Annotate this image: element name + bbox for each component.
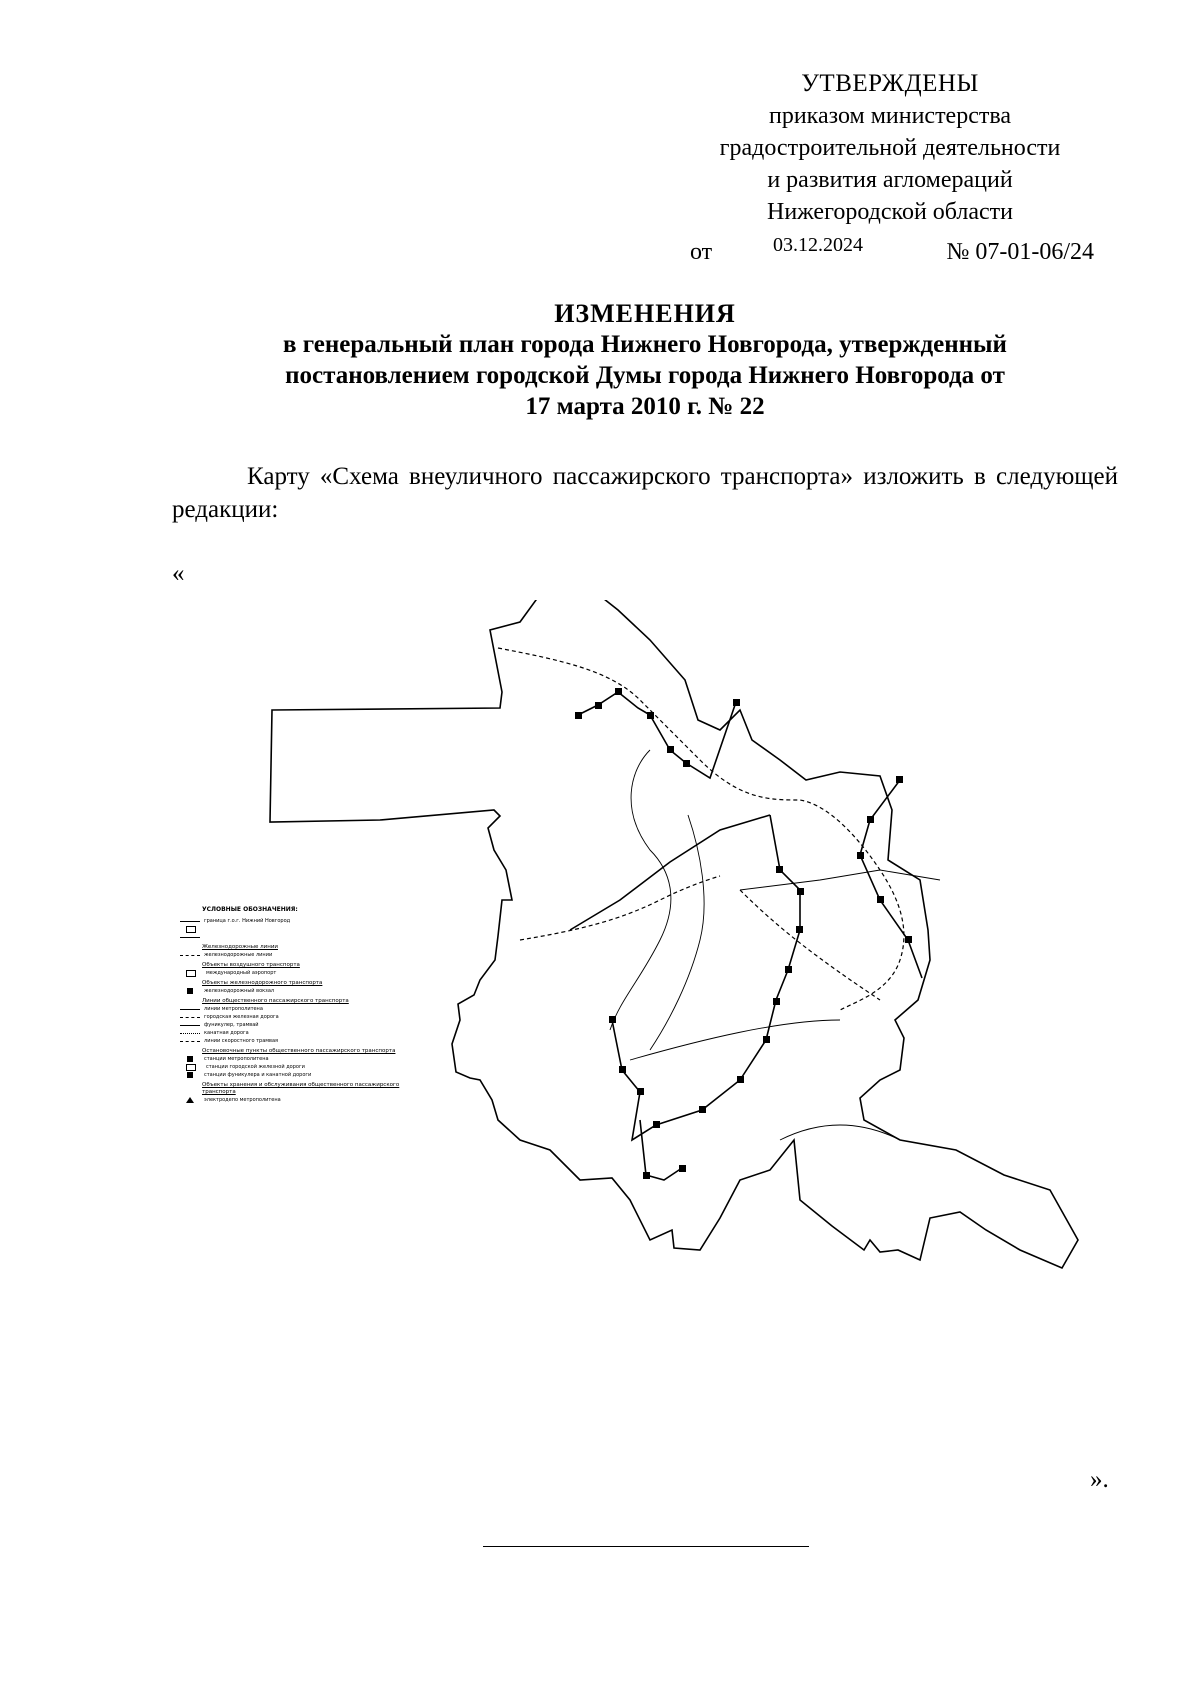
heading-line: в генеральный план города Нижнего Новгорода, утвержденный (283, 331, 1007, 358)
approval-line: градостроительной деятельности (719, 135, 1061, 161)
legend-text: станции метрополитена (204, 1055, 269, 1062)
tram-lines (610, 750, 940, 1140)
opening-quote: « (172, 560, 185, 587)
metro-line (640, 1120, 682, 1180)
map-legend (180, 906, 430, 1104)
legend-section: Железнодорожные линии (202, 944, 278, 950)
legend-item (180, 925, 430, 933)
legend-section: Объекты воздушного транспорта (202, 962, 300, 968)
legend-section: Объекты железнодорожного транспорта (202, 980, 323, 986)
station (867, 816, 874, 823)
legend-text: канатная дорога (204, 1029, 249, 1036)
legend-item (180, 1013, 430, 1021)
document-heading (150, 298, 1140, 422)
tram-line (610, 750, 671, 1030)
approval-line: и развития агломераций (767, 167, 1013, 193)
station (609, 1016, 616, 1023)
station (796, 926, 803, 933)
legend-text: электродепо метрополитена (204, 1096, 281, 1103)
legend-text: железнодорожный вокзал (204, 987, 275, 994)
legend-swatch (180, 955, 200, 956)
rail-line (520, 876, 720, 940)
approval-title: УТВЕРЖДЕНЫ (801, 70, 979, 97)
station (773, 998, 780, 1005)
station (647, 712, 654, 719)
station (653, 1121, 660, 1128)
legend-swatch (187, 1056, 193, 1062)
legend-swatch (186, 970, 196, 977)
legend-item (180, 1029, 430, 1037)
legend-swatch (180, 1009, 200, 1010)
legend-text: линии метрополитена (204, 1005, 263, 1012)
legend-text: городская железная дорога (204, 1013, 279, 1020)
legend-title: УСЛОВНЫЕ ОБОЗНАЧЕНИЯ: (202, 906, 298, 913)
station (619, 1066, 626, 1073)
station (595, 702, 602, 709)
legend-swatch (180, 921, 200, 922)
rail-line (740, 890, 880, 1000)
legend-swatch (187, 1072, 193, 1078)
station (643, 1172, 650, 1179)
closing-quote: ». (1090, 1466, 1109, 1493)
tram-line (650, 815, 704, 1050)
legend-swatch (187, 988, 193, 994)
order-number: № 07-01-06/24 (946, 239, 1094, 265)
body-paragraph: Карту «Схема внеуличного пассажирского транспорта» изложить в следующей редакции: (172, 463, 1118, 523)
legend-item (180, 933, 430, 941)
rail-line (498, 648, 904, 1010)
tram-line (630, 1020, 840, 1060)
station (905, 936, 912, 943)
legend-swatch (180, 1017, 200, 1018)
legend-item (180, 1063, 430, 1071)
station (615, 688, 622, 695)
station (667, 746, 674, 753)
legend-text: станции фуникулера и канатной дороги (204, 1071, 312, 1078)
legend-section: Объекты хранения и обслуживания общественного пассажирского транспорта (202, 1082, 400, 1095)
legend-text: станции городской железной дороги (206, 1063, 305, 1070)
order-date: 03.12.2024 (773, 234, 863, 256)
approval-line: Нижегородской области (766, 199, 1014, 225)
station (776, 866, 783, 873)
legend-item (180, 951, 430, 959)
heading-title: ИЗМЕНЕНИЯ (554, 299, 736, 328)
legend-text: железнодорожные линии (204, 951, 273, 958)
station (797, 888, 804, 895)
legend-text: международный аэропорт (206, 969, 277, 976)
legend-swatch (180, 1033, 200, 1034)
legend-text: граница г.о.г. Нижний Новгород (204, 917, 291, 924)
station (733, 699, 740, 706)
metro-lines (570, 692, 922, 1180)
legend-text: линии скоростного трамвая (204, 1037, 279, 1044)
heading-line: постановлением городской Думы города Нижнего Новгорода от (285, 362, 1005, 389)
legend-item (180, 987, 430, 995)
station (637, 1088, 644, 1095)
tram-line (780, 1125, 900, 1140)
legend-section: Линии общественного пассажирского транспорта (202, 998, 349, 1004)
station (896, 776, 903, 783)
from-label: от (690, 239, 713, 265)
legend-item (180, 1055, 430, 1063)
station (877, 896, 884, 903)
legend-swatch (180, 1041, 200, 1042)
approval-date-line (690, 234, 1100, 266)
legend-item (180, 1071, 430, 1079)
approval-line: приказом министерства (768, 103, 1012, 129)
station (699, 1106, 706, 1113)
legend-section: Остановочные пункты общественного пассажирского транспорта (202, 1048, 396, 1054)
approval-block (680, 68, 1100, 228)
legend-swatch (186, 1064, 196, 1071)
legend-swatch (180, 1025, 200, 1026)
legend-swatch (186, 1097, 194, 1103)
station (737, 1076, 744, 1083)
station (683, 760, 690, 767)
legend-swatch (186, 926, 196, 933)
metro-line (860, 780, 922, 978)
station (575, 712, 582, 719)
legend-text: фуникулер, трамвай (204, 1021, 259, 1028)
rail-lines (498, 648, 904, 1010)
legend-item (180, 1005, 430, 1013)
legend-item (180, 1037, 430, 1045)
bottom-rule (483, 1546, 809, 1547)
legend-item (180, 917, 430, 925)
station (785, 966, 792, 973)
station (857, 852, 864, 859)
station (679, 1165, 686, 1172)
station (763, 1036, 770, 1043)
legend-item (180, 1096, 430, 1104)
heading-line: 17 марта 2010 г. № 22 (525, 393, 765, 420)
legend-item (180, 1021, 430, 1029)
legend-item (180, 969, 430, 977)
legend-swatch (180, 937, 200, 938)
